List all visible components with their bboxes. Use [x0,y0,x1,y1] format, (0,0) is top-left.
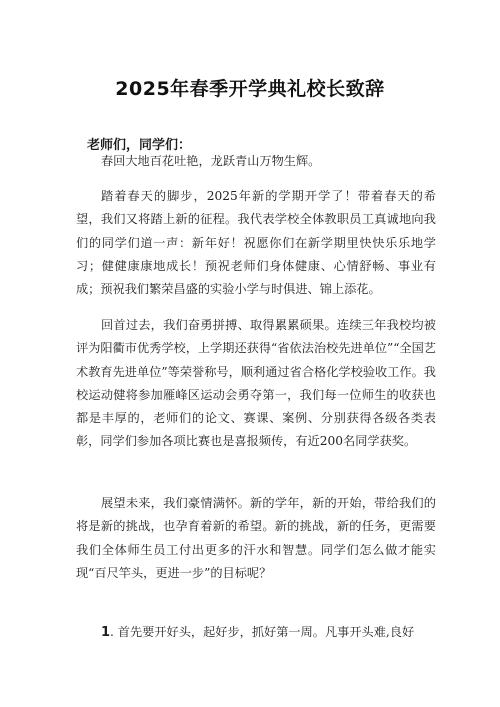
document-title: 2025年春季开学典礼校长致辞 [115,78,385,100]
paragraph-new-semester: 踏着春天的脚步，2025年新的学期开学了！带着春天的希望，我们又将踏上新的征程。我代表学校全体教职员工真诚地向我们的同学们道一声：新年好！祝愿你们在新学期里快快乐乐地学习；健健康康地成长！预祝老师们身体健康、心情舒畅、事业有成；预祝我们繁荣昌盛的实验小学与时俱进、锦上添花。 [76,189,436,297]
item-text: . 首先要开好头，起好步，抓好第一周。凡事开头难,良好 [110,625,415,639]
paragraph-look-ahead: 展望未来，我们豪情满怀。新的学年，新的开始，带给我们的将是新的挑战，也孕育着新的希望。新的挑战，新的任务，更需要我们全体师生员工付出更多的汗水和智慧。同学们怎么做才能实现“百尺竿头，更进一步”的目标呢？ [76,496,436,580]
item-number: 1 [101,625,111,640]
greeting: 老师们，同学们： [87,138,192,153]
numbered-item-1 [76,621,436,644]
paragraph-review-past: 回首过去，我们奋勇拼搏、取得累累硕果。连续三年我校均被评为阳衢市优秀学校，上学期还获得“省依法治校先进单位”“全国艺术教育先进单位”等荣誉称号，顺利通过省合格化学校验收工作。我校运动健将参加雁峰区运动会勇夺第一，我们每一位师生的收获也都是丰厚的，老师们的论文、赛课、案例、分别获得各级各类表彰，同学们参加各项比赛也是喜报频传，有近200名同学获奖。 [76,318,436,449]
paragraph-opening: 春回大地百花吐艳，龙跃青山万物生辉。 [101,154,321,168]
